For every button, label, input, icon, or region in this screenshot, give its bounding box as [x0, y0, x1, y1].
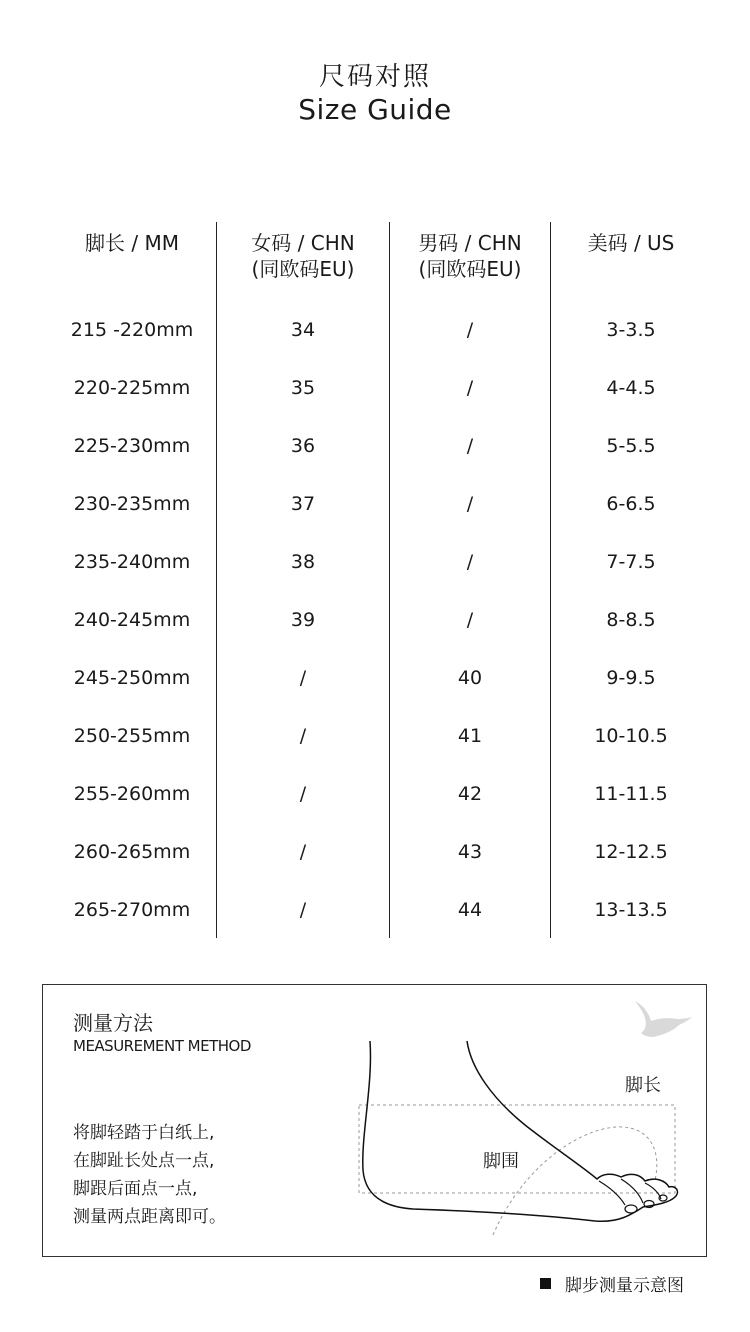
toenail — [625, 1205, 637, 1213]
header-men-size — [390, 230, 550, 282]
cell-women-size: / — [299, 667, 307, 689]
cell-men-size: / — [466, 377, 474, 399]
cell-men-size: 42 — [457, 783, 483, 805]
cell-women-size: / — [299, 899, 307, 921]
page-title-zh: 尺码对照 — [318, 62, 431, 92]
square-bullet-icon — [540, 1278, 551, 1289]
method-instruction-line: 脚跟后面点一点, — [73, 1179, 198, 1199]
cell-foot-length: 255-260mm — [73, 783, 191, 805]
cell-us-size: 10-10.5 — [594, 725, 668, 747]
cell-us-size: 5-5.5 — [606, 435, 656, 457]
cell-women-size: 36 — [290, 435, 316, 457]
cell-women-size: 37 — [290, 493, 316, 515]
header-line-sub: (同欧码EU) — [251, 257, 355, 281]
cell-foot-length: 220-225mm — [73, 377, 191, 399]
cell-us-size: 11-11.5 — [594, 783, 668, 805]
cell-men-size: / — [466, 435, 474, 457]
cell-men-size: 41 — [457, 725, 483, 747]
header-line: 脚长 / MM — [85, 231, 179, 255]
cell-men-size: 43 — [457, 841, 483, 863]
cell-men-size: / — [466, 319, 474, 341]
method-subtitle: MEASUREMENT METHOD — [73, 1037, 251, 1055]
method-instruction-line: 在脚趾长处点一点, — [73, 1151, 215, 1171]
header-line-sub: (同欧码EU) — [418, 257, 522, 281]
foot-girth-label: 脚围 — [483, 1151, 519, 1172]
cell-us-size: 9-9.5 — [606, 667, 656, 689]
cell-men-size: 44 — [457, 899, 483, 921]
method-instruction-line: 测量两点距离即可。 — [73, 1207, 226, 1227]
cell-men-size: / — [466, 609, 474, 631]
measurement-method-panel — [42, 984, 707, 1257]
diagram-caption — [540, 1271, 684, 1296]
cell-women-size: 34 — [290, 319, 316, 341]
cell-women-size: 38 — [290, 551, 316, 573]
cell-us-size: 3-3.5 — [606, 319, 656, 341]
foot-diagram — [43, 985, 708, 1258]
foot-length-label: 脚长 — [625, 1075, 661, 1096]
cell-men-size: 40 — [457, 667, 483, 689]
size-table — [48, 222, 708, 938]
header-line: 美码 / US — [587, 231, 675, 255]
cell-women-size: / — [299, 725, 307, 747]
cell-foot-length: 260-265mm — [73, 841, 191, 863]
cell-foot-length: 240-245mm — [73, 609, 191, 631]
cell-foot-length: 225-230mm — [73, 435, 191, 457]
header-women-size — [217, 230, 389, 282]
header-foot-length — [48, 230, 216, 256]
cell-men-size: / — [466, 551, 474, 573]
header-us-size — [551, 230, 711, 256]
header-line: 女码 / CHN — [251, 231, 355, 255]
cell-women-size: 39 — [290, 609, 316, 631]
cell-foot-length: 265-270mm — [73, 899, 191, 921]
cell-us-size: 8-8.5 — [606, 609, 656, 631]
header-line: 男码 / CHN — [418, 231, 522, 255]
cell-men-size: / — [466, 493, 474, 515]
cell-foot-length: 215 -220mm — [70, 319, 194, 341]
cell-us-size: 13-13.5 — [594, 899, 668, 921]
cell-foot-length: 245-250mm — [73, 667, 191, 689]
cell-us-size: 7-7.5 — [606, 551, 656, 573]
cell-women-size: 35 — [290, 377, 316, 399]
cell-women-size: / — [299, 841, 307, 863]
foot-outline — [363, 1041, 678, 1221]
method-instruction-line: 将脚轻踏于白纸上, — [73, 1123, 215, 1143]
cell-foot-length: 235-240mm — [73, 551, 191, 573]
caption-text: 脚步测量示意图 — [565, 1276, 684, 1296]
cell-foot-length: 230-235mm — [73, 493, 191, 515]
cell-women-size: / — [299, 783, 307, 805]
cell-us-size: 4-4.5 — [606, 377, 656, 399]
method-title: 测量方法 — [73, 1011, 153, 1035]
cell-us-size: 12-12.5 — [594, 841, 668, 863]
cell-foot-length: 250-255mm — [73, 725, 191, 747]
cell-us-size: 6-6.5 — [606, 493, 656, 515]
page-title-en: Size Guide — [298, 93, 452, 126]
